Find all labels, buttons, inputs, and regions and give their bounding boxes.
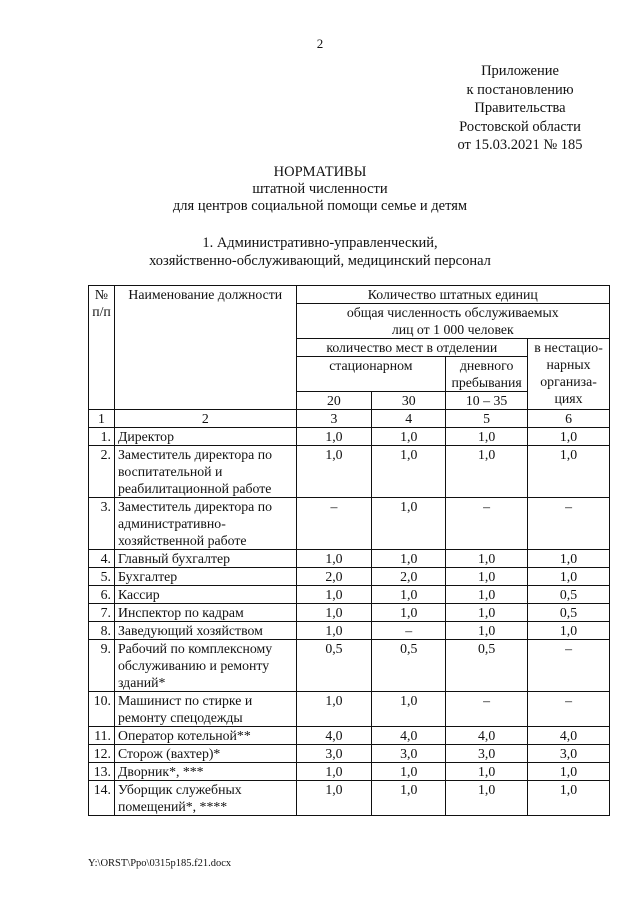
position-name: Главный бухгалтер bbox=[114, 550, 296, 568]
table-row bbox=[89, 498, 610, 550]
column-number: 3 bbox=[296, 410, 372, 428]
staff-units-value: 1,0 bbox=[296, 622, 372, 640]
title-line: для центров социальной помощи семье и детям bbox=[172, 198, 468, 214]
staff-units-value: 1,0 bbox=[446, 568, 528, 586]
staff-units-value: 1,0 bbox=[528, 446, 610, 498]
staff-units-value: – bbox=[372, 622, 446, 640]
row-number: 5. bbox=[89, 568, 115, 586]
staff-units-value: 1,0 bbox=[446, 781, 528, 816]
staff-units-value: 2,0 bbox=[372, 568, 446, 586]
header-num: № п/п bbox=[89, 286, 115, 410]
staff-units-value: 1,0 bbox=[372, 446, 446, 498]
staff-units-value: 1,0 bbox=[372, 604, 446, 622]
header-units: Количество штатных единиц bbox=[296, 286, 609, 304]
staff-units-value: 0,5 bbox=[528, 604, 610, 622]
table-row bbox=[89, 692, 610, 727]
header-stationary: стационарном bbox=[296, 357, 446, 392]
column-number: 2 bbox=[114, 410, 296, 428]
header-nonstationary: в нестацио- нарных организа- циях bbox=[528, 339, 610, 410]
position-name: Машинист по стирке и ремонту спецодежды bbox=[114, 692, 296, 727]
staff-units-value: 1,0 bbox=[372, 781, 446, 816]
row-number: 9. bbox=[89, 640, 115, 692]
row-number: 8. bbox=[89, 622, 115, 640]
staff-units-value: 1,0 bbox=[446, 622, 528, 640]
table-row bbox=[89, 550, 610, 568]
column-number: 4 bbox=[372, 410, 446, 428]
staff-units-value: – bbox=[528, 640, 610, 692]
position-name: Кассир bbox=[114, 586, 296, 604]
staff-units-value: 1,0 bbox=[372, 498, 446, 550]
appendix-block bbox=[420, 62, 620, 155]
header-10-35: 10 – 35 bbox=[446, 392, 528, 410]
staff-units-value: 0,5 bbox=[446, 640, 528, 692]
position-name: Уборщик служебных помещений*, **** bbox=[114, 781, 296, 816]
position-name: Заместитель директора по административно-хозяйственной работе bbox=[114, 498, 296, 550]
section-line: 1. Административно-управленческий, bbox=[202, 235, 438, 251]
page-number: 2 bbox=[316, 36, 324, 51]
staff-units-value: 1,0 bbox=[528, 763, 610, 781]
table-row bbox=[89, 568, 610, 586]
header-daycare: дневного пребывания bbox=[446, 357, 528, 392]
staff-units-value: 1,0 bbox=[372, 586, 446, 604]
staff-units-value: – bbox=[446, 692, 528, 727]
table-row bbox=[89, 763, 610, 781]
header-total: общая численность обслуживаемых лиц от 1 000 человек bbox=[296, 304, 609, 339]
position-name: Инспектор по кадрам bbox=[114, 604, 296, 622]
row-number: 12. bbox=[89, 745, 115, 763]
staff-units-value: 4,0 bbox=[296, 727, 372, 745]
staff-units-value: 4,0 bbox=[372, 727, 446, 745]
staff-units-value: 1,0 bbox=[446, 604, 528, 622]
row-number: 2. bbox=[89, 446, 115, 498]
table-row bbox=[89, 622, 610, 640]
position-name: Рабочий по комплексному обслуживанию и ремонту зданий* bbox=[114, 640, 296, 692]
table-row bbox=[89, 604, 610, 622]
staff-units-value: 1,0 bbox=[446, 550, 528, 568]
table-row bbox=[89, 428, 610, 446]
staff-units-value: – bbox=[528, 498, 610, 550]
staff-units-value: 3,0 bbox=[296, 745, 372, 763]
column-number: 1 bbox=[89, 410, 115, 428]
staff-units-value: 4,0 bbox=[528, 727, 610, 745]
staff-units-value: 2,0 bbox=[296, 568, 372, 586]
staff-units-value: – bbox=[296, 498, 372, 550]
position-name: Заместитель директора по воспитательной и реабилитационной работе bbox=[114, 446, 296, 498]
title-line: штатной численности bbox=[252, 181, 388, 197]
header-name: Наименование должности bbox=[114, 286, 296, 410]
staff-units-value: 1,0 bbox=[296, 446, 372, 498]
table-row bbox=[89, 586, 610, 604]
document-title bbox=[0, 164, 640, 215]
staff-units-value: 1,0 bbox=[372, 428, 446, 446]
table-row bbox=[89, 727, 610, 745]
table-row bbox=[89, 781, 610, 816]
staff-units-value: 1,0 bbox=[528, 568, 610, 586]
staff-units-value: 3,0 bbox=[528, 745, 610, 763]
row-number: 1. bbox=[89, 428, 115, 446]
staff-units-value: 3,0 bbox=[446, 745, 528, 763]
staff-units-value: 1,0 bbox=[372, 763, 446, 781]
staff-units-value: 1,0 bbox=[446, 586, 528, 604]
position-name: Оператор котельной** bbox=[114, 727, 296, 745]
staff-units-value: 0,5 bbox=[296, 640, 372, 692]
section-heading bbox=[0, 234, 640, 270]
staff-units-value: 0,5 bbox=[528, 586, 610, 604]
position-name: Заведующий хозяйством bbox=[114, 622, 296, 640]
appendix-line: Ростовской области bbox=[459, 118, 581, 135]
table-row bbox=[89, 640, 610, 692]
staff-units-value: 1,0 bbox=[296, 550, 372, 568]
staff-units-value: 1,0 bbox=[446, 428, 528, 446]
row-number: 10. bbox=[89, 692, 115, 727]
position-name: Бухгалтер bbox=[114, 568, 296, 586]
row-number: 4. bbox=[89, 550, 115, 568]
staff-units-value: 1,0 bbox=[296, 586, 372, 604]
staff-units-value: 0,5 bbox=[372, 640, 446, 692]
staff-units-value: 1,0 bbox=[446, 446, 528, 498]
table-header bbox=[89, 286, 610, 428]
staff-units-value: 1,0 bbox=[528, 781, 610, 816]
column-number: 6 bbox=[528, 410, 610, 428]
staff-units-value: – bbox=[528, 692, 610, 727]
position-name: Сторож (вахтер)* bbox=[114, 745, 296, 763]
staff-units-value: 1,0 bbox=[296, 692, 372, 727]
column-number: 5 bbox=[446, 410, 528, 428]
row-number: 3. bbox=[89, 498, 115, 550]
staff-units-value: 1,0 bbox=[528, 428, 610, 446]
title-main: НОРМАТИВЫ bbox=[273, 164, 367, 180]
header-places: количество мест в отделении bbox=[296, 339, 528, 357]
position-name: Директор bbox=[114, 428, 296, 446]
staff-units-value: 4,0 bbox=[446, 727, 528, 745]
staff-units-value: 1,0 bbox=[528, 550, 610, 568]
table-body bbox=[89, 428, 610, 816]
staff-units-value: 3,0 bbox=[372, 745, 446, 763]
position-name: Дворник*, *** bbox=[114, 763, 296, 781]
staff-units-value: 1,0 bbox=[296, 428, 372, 446]
staff-units-value: 1,0 bbox=[296, 604, 372, 622]
appendix-line: Приложение bbox=[481, 63, 559, 79]
row-number: 7. bbox=[89, 604, 115, 622]
staff-units-value: 1,0 bbox=[372, 550, 446, 568]
row-number: 14. bbox=[89, 781, 115, 816]
table-row bbox=[89, 745, 610, 763]
staff-units-value: 1,0 bbox=[372, 692, 446, 727]
appendix-line: Правительства bbox=[474, 100, 566, 116]
row-number: 6. bbox=[89, 586, 115, 604]
section-line: хозяйственно-обслуживающий, медицинский персонал bbox=[149, 253, 491, 269]
appendix-line: от 15.03.2021 № 185 bbox=[457, 137, 583, 153]
staff-units-value: 1,0 bbox=[296, 763, 372, 781]
header-30: 30 bbox=[372, 392, 446, 410]
file-path-footer: Y:\ORST\Ppo\0315p185.f21.docx bbox=[88, 858, 232, 869]
staff-norms-table bbox=[88, 285, 610, 816]
header-20: 20 bbox=[296, 392, 372, 410]
staff-units-value: 1,0 bbox=[296, 781, 372, 816]
staff-units-value: 1,0 bbox=[446, 763, 528, 781]
table-row bbox=[89, 446, 610, 498]
row-number: 11. bbox=[89, 727, 115, 745]
staff-units-value: – bbox=[446, 498, 528, 550]
staff-units-value: 1,0 bbox=[528, 622, 610, 640]
row-number: 13. bbox=[89, 763, 115, 781]
appendix-line: к постановлению bbox=[466, 81, 574, 98]
